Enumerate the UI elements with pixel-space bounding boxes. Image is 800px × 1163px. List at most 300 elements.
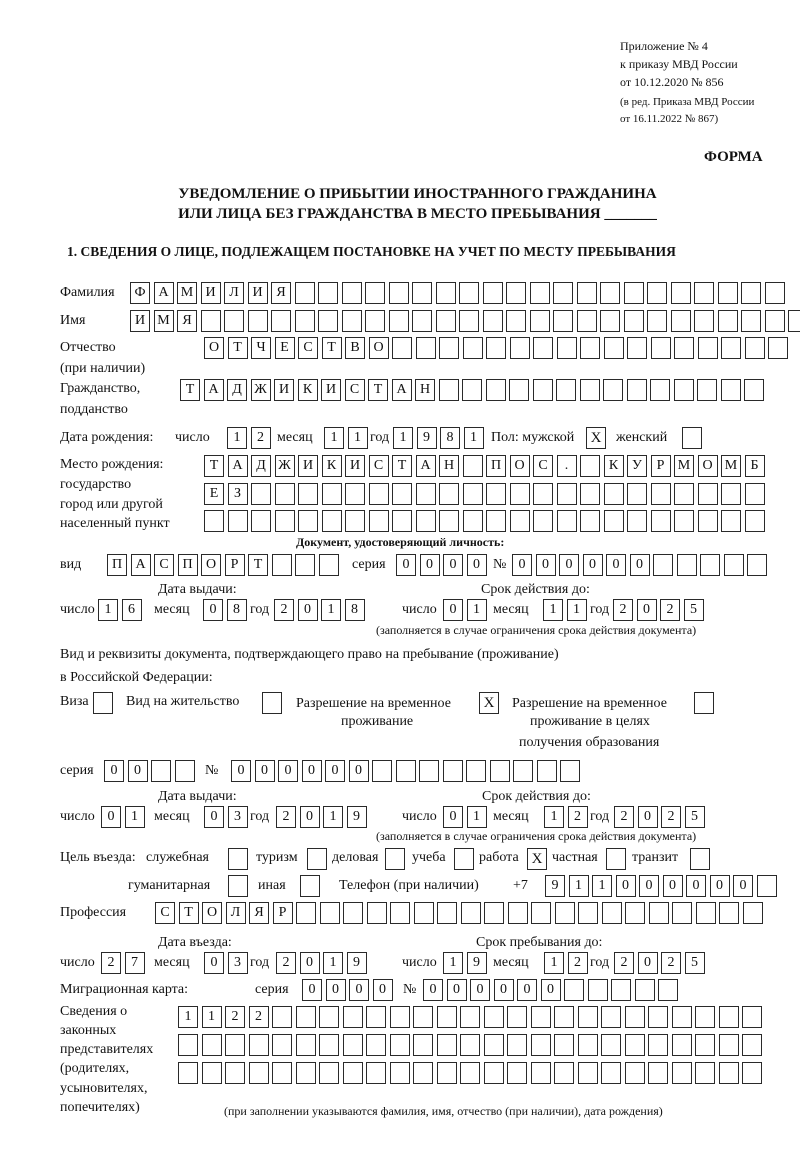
char-box[interactable]: Б [745,455,765,477]
char-box[interactable] [648,1034,668,1056]
char-box[interactable]: Ф [130,282,150,304]
char-box[interactable]: А [131,554,151,576]
char-box[interactable] [463,483,483,505]
char-box[interactable] [483,310,503,332]
char-box[interactable] [557,483,577,505]
purpose-private-checkbox[interactable] [606,848,626,870]
char-box[interactable]: М [154,310,174,332]
char-box[interactable] [700,554,720,576]
purpose-work-checkbox[interactable]: X [527,848,547,870]
char-box[interactable] [345,483,365,505]
char-box[interactable] [635,979,655,1001]
char-box[interactable]: 0 [204,952,224,974]
char-box[interactable] [674,510,694,532]
char-box[interactable] [718,282,738,304]
char-box[interactable]: О [201,554,221,576]
char-box[interactable] [319,554,339,576]
char-box[interactable] [768,337,788,359]
char-box[interactable]: С [533,455,553,477]
char-box[interactable] [461,902,481,924]
char-box[interactable]: М [177,282,197,304]
char-box[interactable]: Р [225,554,245,576]
char-box[interactable] [745,510,765,532]
char-box[interactable] [765,310,785,332]
char-box[interactable] [604,483,624,505]
char-box[interactable] [251,483,271,505]
char-box[interactable] [533,337,553,359]
char-box[interactable]: И [130,310,150,332]
char-box[interactable] [439,510,459,532]
char-box[interactable] [506,282,526,304]
char-box[interactable] [484,1062,504,1084]
char-box[interactable]: 9 [417,427,437,449]
char-box[interactable]: 1 [321,599,341,621]
char-box[interactable]: 1 [544,952,564,974]
char-box[interactable]: Т [368,379,388,401]
char-box[interactable] [696,902,716,924]
char-box[interactable] [719,1006,739,1028]
purpose-official-checkbox[interactable] [228,848,248,870]
char-box[interactable] [745,337,765,359]
char-box[interactable] [560,760,580,782]
char-box[interactable]: Т [180,379,200,401]
char-box[interactable] [580,337,600,359]
char-box[interactable]: 1 [443,952,463,974]
char-box[interactable] [721,510,741,532]
char-box[interactable]: 7 [125,952,145,974]
char-box[interactable]: 0 [101,806,121,828]
char-box[interactable]: 0 [302,979,322,1001]
char-box[interactable]: И [248,282,268,304]
char-box[interactable] [439,379,459,401]
char-box[interactable]: 8 [227,599,247,621]
char-box[interactable]: А [392,379,412,401]
char-box[interactable]: 5 [685,806,705,828]
char-box[interactable]: 0 [203,599,223,621]
char-box[interactable]: Д [251,455,271,477]
char-box[interactable] [413,1034,433,1056]
char-box[interactable] [437,1062,457,1084]
char-box[interactable]: 0 [447,979,467,1001]
char-box[interactable] [698,483,718,505]
char-box[interactable]: 2 [249,1006,269,1028]
char-box[interactable] [653,554,673,576]
char-box[interactable] [718,310,738,332]
char-box[interactable] [437,1006,457,1028]
char-box[interactable] [443,760,463,782]
char-box[interactable] [627,337,647,359]
char-box[interactable] [554,1034,574,1056]
char-box[interactable] [484,902,504,924]
char-box[interactable] [416,337,436,359]
char-box[interactable] [366,1034,386,1056]
char-box[interactable]: З [228,483,248,505]
char-box[interactable]: 0 [349,979,369,1001]
char-box[interactable] [295,310,315,332]
char-box[interactable] [506,310,526,332]
char-box[interactable] [296,1034,316,1056]
char-box[interactable]: 5 [684,599,704,621]
char-box[interactable]: И [321,379,341,401]
char-box[interactable] [178,1062,198,1084]
purpose-other-checkbox[interactable] [300,875,320,897]
char-box[interactable] [765,282,785,304]
char-box[interactable]: 0 [663,875,683,897]
char-box[interactable]: 0 [686,875,706,897]
char-box[interactable]: И [345,455,365,477]
char-box[interactable] [578,1006,598,1028]
residence-permit-checkbox[interactable] [262,692,282,714]
char-box[interactable] [507,1062,527,1084]
char-box[interactable] [419,760,439,782]
char-box[interactable] [672,1006,692,1028]
char-box[interactable] [342,282,362,304]
char-box[interactable]: Ж [251,379,271,401]
char-box[interactable]: И [274,379,294,401]
char-box[interactable]: 5 [685,952,705,974]
char-box[interactable] [390,1006,410,1028]
char-box[interactable]: С [154,554,174,576]
char-box[interactable] [553,310,573,332]
char-box[interactable] [486,337,506,359]
char-box[interactable]: А [154,282,174,304]
char-box[interactable] [224,310,244,332]
char-box[interactable] [694,310,714,332]
char-box[interactable] [296,1006,316,1028]
char-box[interactable] [580,379,600,401]
char-box[interactable] [658,979,678,1001]
char-box[interactable]: 1 [543,599,563,621]
char-box[interactable]: 1 [393,427,413,449]
char-box[interactable] [531,1062,551,1084]
char-box[interactable] [533,510,553,532]
char-box[interactable] [649,902,669,924]
char-box[interactable] [151,760,171,782]
char-box[interactable]: 2 [274,599,294,621]
char-box[interactable]: 2 [276,952,296,974]
char-box[interactable] [372,760,392,782]
char-box[interactable] [343,902,363,924]
char-box[interactable]: С [155,902,175,924]
char-box[interactable] [624,310,644,332]
char-box[interactable] [556,379,576,401]
char-box[interactable] [459,310,479,332]
char-box[interactable]: Т [392,455,412,477]
char-box[interactable] [271,310,291,332]
char-box[interactable] [577,282,597,304]
char-box[interactable] [744,379,764,401]
char-box[interactable] [741,310,761,332]
char-box[interactable] [319,1062,339,1084]
char-box[interactable]: О [202,902,222,924]
char-box[interactable]: 0 [300,952,320,974]
char-box[interactable] [530,310,550,332]
char-box[interactable] [416,510,436,532]
char-box[interactable]: П [178,554,198,576]
char-box[interactable] [671,282,691,304]
char-box[interactable] [694,282,714,304]
char-box[interactable]: 0 [278,760,298,782]
char-box[interactable]: Я [249,902,269,924]
char-box[interactable] [413,1006,433,1028]
char-box[interactable]: О [369,337,389,359]
char-box[interactable] [651,510,671,532]
char-box[interactable]: 2 [613,599,633,621]
char-box[interactable] [392,483,412,505]
char-box[interactable]: 2 [568,806,588,828]
char-box[interactable] [389,282,409,304]
char-box[interactable] [531,1034,551,1056]
char-box[interactable] [484,1006,504,1028]
char-box[interactable]: 1 [125,806,145,828]
char-box[interactable] [625,902,645,924]
char-box[interactable]: 0 [517,979,537,1001]
char-box[interactable]: 0 [606,554,626,576]
char-box[interactable] [436,282,456,304]
char-box[interactable] [695,1062,715,1084]
char-box[interactable] [719,1062,739,1084]
char-box[interactable]: 1 [98,599,118,621]
char-box[interactable]: С [298,337,318,359]
char-box[interactable] [651,483,671,505]
char-box[interactable]: 1 [544,806,564,828]
char-box[interactable] [275,510,295,532]
char-box[interactable] [320,902,340,924]
char-box[interactable] [611,979,631,1001]
char-box[interactable] [413,1062,433,1084]
char-box[interactable] [647,310,667,332]
char-box[interactable]: 0 [583,554,603,576]
char-box[interactable] [249,1034,269,1056]
char-box[interactable] [436,310,456,332]
sex-male-checkbox[interactable]: X [586,427,606,449]
char-box[interactable] [672,1034,692,1056]
char-box[interactable]: 0 [396,554,416,576]
char-box[interactable]: А [204,379,224,401]
char-box[interactable] [486,483,506,505]
char-box[interactable] [318,310,338,332]
char-box[interactable] [557,337,577,359]
char-box[interactable] [365,310,385,332]
char-box[interactable] [743,902,763,924]
char-box[interactable]: 1 [467,806,487,828]
char-box[interactable]: Н [439,455,459,477]
char-box[interactable]: 0 [326,979,346,1001]
char-box[interactable] [627,483,647,505]
char-box[interactable]: Д [227,379,247,401]
char-box[interactable]: 3 [228,806,248,828]
char-box[interactable]: 0 [443,599,463,621]
char-box[interactable]: 0 [302,760,322,782]
char-box[interactable] [466,760,486,782]
char-box[interactable] [272,1034,292,1056]
purpose-humanitarian-checkbox[interactable] [228,875,248,897]
char-box[interactable] [392,510,412,532]
char-box[interactable]: 9 [467,952,487,974]
char-box[interactable] [460,1062,480,1084]
char-box[interactable]: М [674,455,694,477]
char-box[interactable] [275,483,295,505]
char-box[interactable]: 0 [512,554,532,576]
char-box[interactable] [537,760,557,782]
char-box[interactable]: 2 [660,599,680,621]
char-box[interactable]: 0 [541,979,561,1001]
char-box[interactable] [298,483,318,505]
char-box[interactable]: И [201,282,221,304]
char-box[interactable] [625,1062,645,1084]
char-box[interactable] [721,337,741,359]
char-box[interactable] [650,379,670,401]
char-box[interactable] [484,1034,504,1056]
char-box[interactable] [460,1006,480,1028]
char-box[interactable]: Я [177,310,197,332]
char-box[interactable] [416,483,436,505]
char-box[interactable] [747,554,767,576]
char-box[interactable]: 9 [347,806,367,828]
char-box[interactable] [319,1006,339,1028]
char-box[interactable] [508,902,528,924]
char-box[interactable]: О [698,455,718,477]
char-box[interactable] [367,902,387,924]
temp-permit-checkbox[interactable]: X [479,692,499,714]
char-box[interactable] [651,337,671,359]
char-box[interactable]: О [510,455,530,477]
char-box[interactable]: 8 [440,427,460,449]
char-box[interactable]: 2 [276,806,296,828]
visa-checkbox[interactable] [93,692,113,714]
char-box[interactable]: 0 [494,979,514,1001]
char-box[interactable] [719,902,739,924]
char-box[interactable]: 0 [298,599,318,621]
char-box[interactable]: 0 [325,760,345,782]
char-box[interactable] [298,510,318,532]
sex-female-checkbox[interactable] [682,427,702,449]
char-box[interactable] [342,310,362,332]
char-box[interactable] [625,1034,645,1056]
char-box[interactable]: 0 [443,554,463,576]
char-box[interactable] [601,1006,621,1028]
char-box[interactable]: 0 [204,806,224,828]
char-box[interactable]: А [228,455,248,477]
char-box[interactable] [437,1034,457,1056]
char-box[interactable]: Ж [275,455,295,477]
char-box[interactable]: 2 [101,952,121,974]
char-box[interactable] [204,510,224,532]
char-box[interactable]: . [557,455,577,477]
char-box[interactable]: 2 [225,1006,245,1028]
char-box[interactable]: 1 [323,806,343,828]
char-box[interactable]: У [627,455,647,477]
char-box[interactable]: Т [228,337,248,359]
char-box[interactable]: 0 [559,554,579,576]
char-box[interactable]: 2 [568,952,588,974]
char-box[interactable] [604,337,624,359]
char-box[interactable] [322,510,342,532]
char-box[interactable] [647,282,667,304]
char-box[interactable] [578,1034,598,1056]
char-box[interactable]: К [322,455,342,477]
char-box[interactable]: А [416,455,436,477]
char-box[interactable]: 0 [443,806,463,828]
char-box[interactable] [228,510,248,532]
char-box[interactable] [390,1062,410,1084]
char-box[interactable] [648,1062,668,1084]
char-box[interactable]: 2 [251,427,271,449]
char-box[interactable] [674,483,694,505]
char-box[interactable] [742,1006,762,1028]
char-box[interactable] [225,1062,245,1084]
char-box[interactable] [412,310,432,332]
char-box[interactable] [531,1006,551,1028]
char-box[interactable] [553,282,573,304]
char-box[interactable] [580,483,600,505]
char-box[interactable]: М [721,455,741,477]
char-box[interactable]: 9 [347,952,367,974]
char-box[interactable] [719,1034,739,1056]
char-box[interactable] [462,379,482,401]
char-box[interactable]: 0 [710,875,730,897]
char-box[interactable]: 1 [323,952,343,974]
char-box[interactable]: 0 [300,806,320,828]
char-box[interactable] [677,554,697,576]
char-box[interactable]: 0 [470,979,490,1001]
char-box[interactable]: И [298,455,318,477]
char-box[interactable] [201,310,221,332]
char-box[interactable] [437,902,457,924]
char-box[interactable] [369,483,389,505]
char-box[interactable]: Р [651,455,671,477]
char-box[interactable]: 1 [227,427,247,449]
char-box[interactable]: 0 [536,554,556,576]
purpose-business-checkbox[interactable] [385,848,405,870]
char-box[interactable] [578,902,598,924]
char-box[interactable] [672,1062,692,1084]
char-box[interactable] [272,1006,292,1028]
char-box[interactable] [554,1006,574,1028]
char-box[interactable] [463,510,483,532]
char-box[interactable] [295,282,315,304]
char-box[interactable] [510,337,530,359]
char-box[interactable] [555,902,575,924]
char-box[interactable] [580,455,600,477]
char-box[interactable]: Л [226,902,246,924]
char-box[interactable] [564,979,584,1001]
char-box[interactable] [742,1034,762,1056]
char-box[interactable]: 2 [661,806,681,828]
char-box[interactable] [627,510,647,532]
char-box[interactable] [251,510,271,532]
char-box[interactable] [439,337,459,359]
char-box[interactable]: Е [275,337,295,359]
char-box[interactable] [460,1034,480,1056]
char-box[interactable]: Т [322,337,342,359]
char-box[interactable] [510,483,530,505]
char-box[interactable] [366,1062,386,1084]
char-box[interactable] [319,1034,339,1056]
char-box[interactable]: 0 [638,806,658,828]
char-box[interactable] [272,554,292,576]
char-box[interactable]: 1 [464,427,484,449]
char-box[interactable] [343,1006,363,1028]
char-box[interactable] [439,483,459,505]
char-box[interactable] [389,310,409,332]
char-box[interactable]: К [604,455,624,477]
char-box[interactable]: 0 [420,554,440,576]
char-box[interactable] [175,760,195,782]
char-box[interactable]: 3 [228,952,248,974]
char-box[interactable] [463,455,483,477]
char-box[interactable] [600,282,620,304]
